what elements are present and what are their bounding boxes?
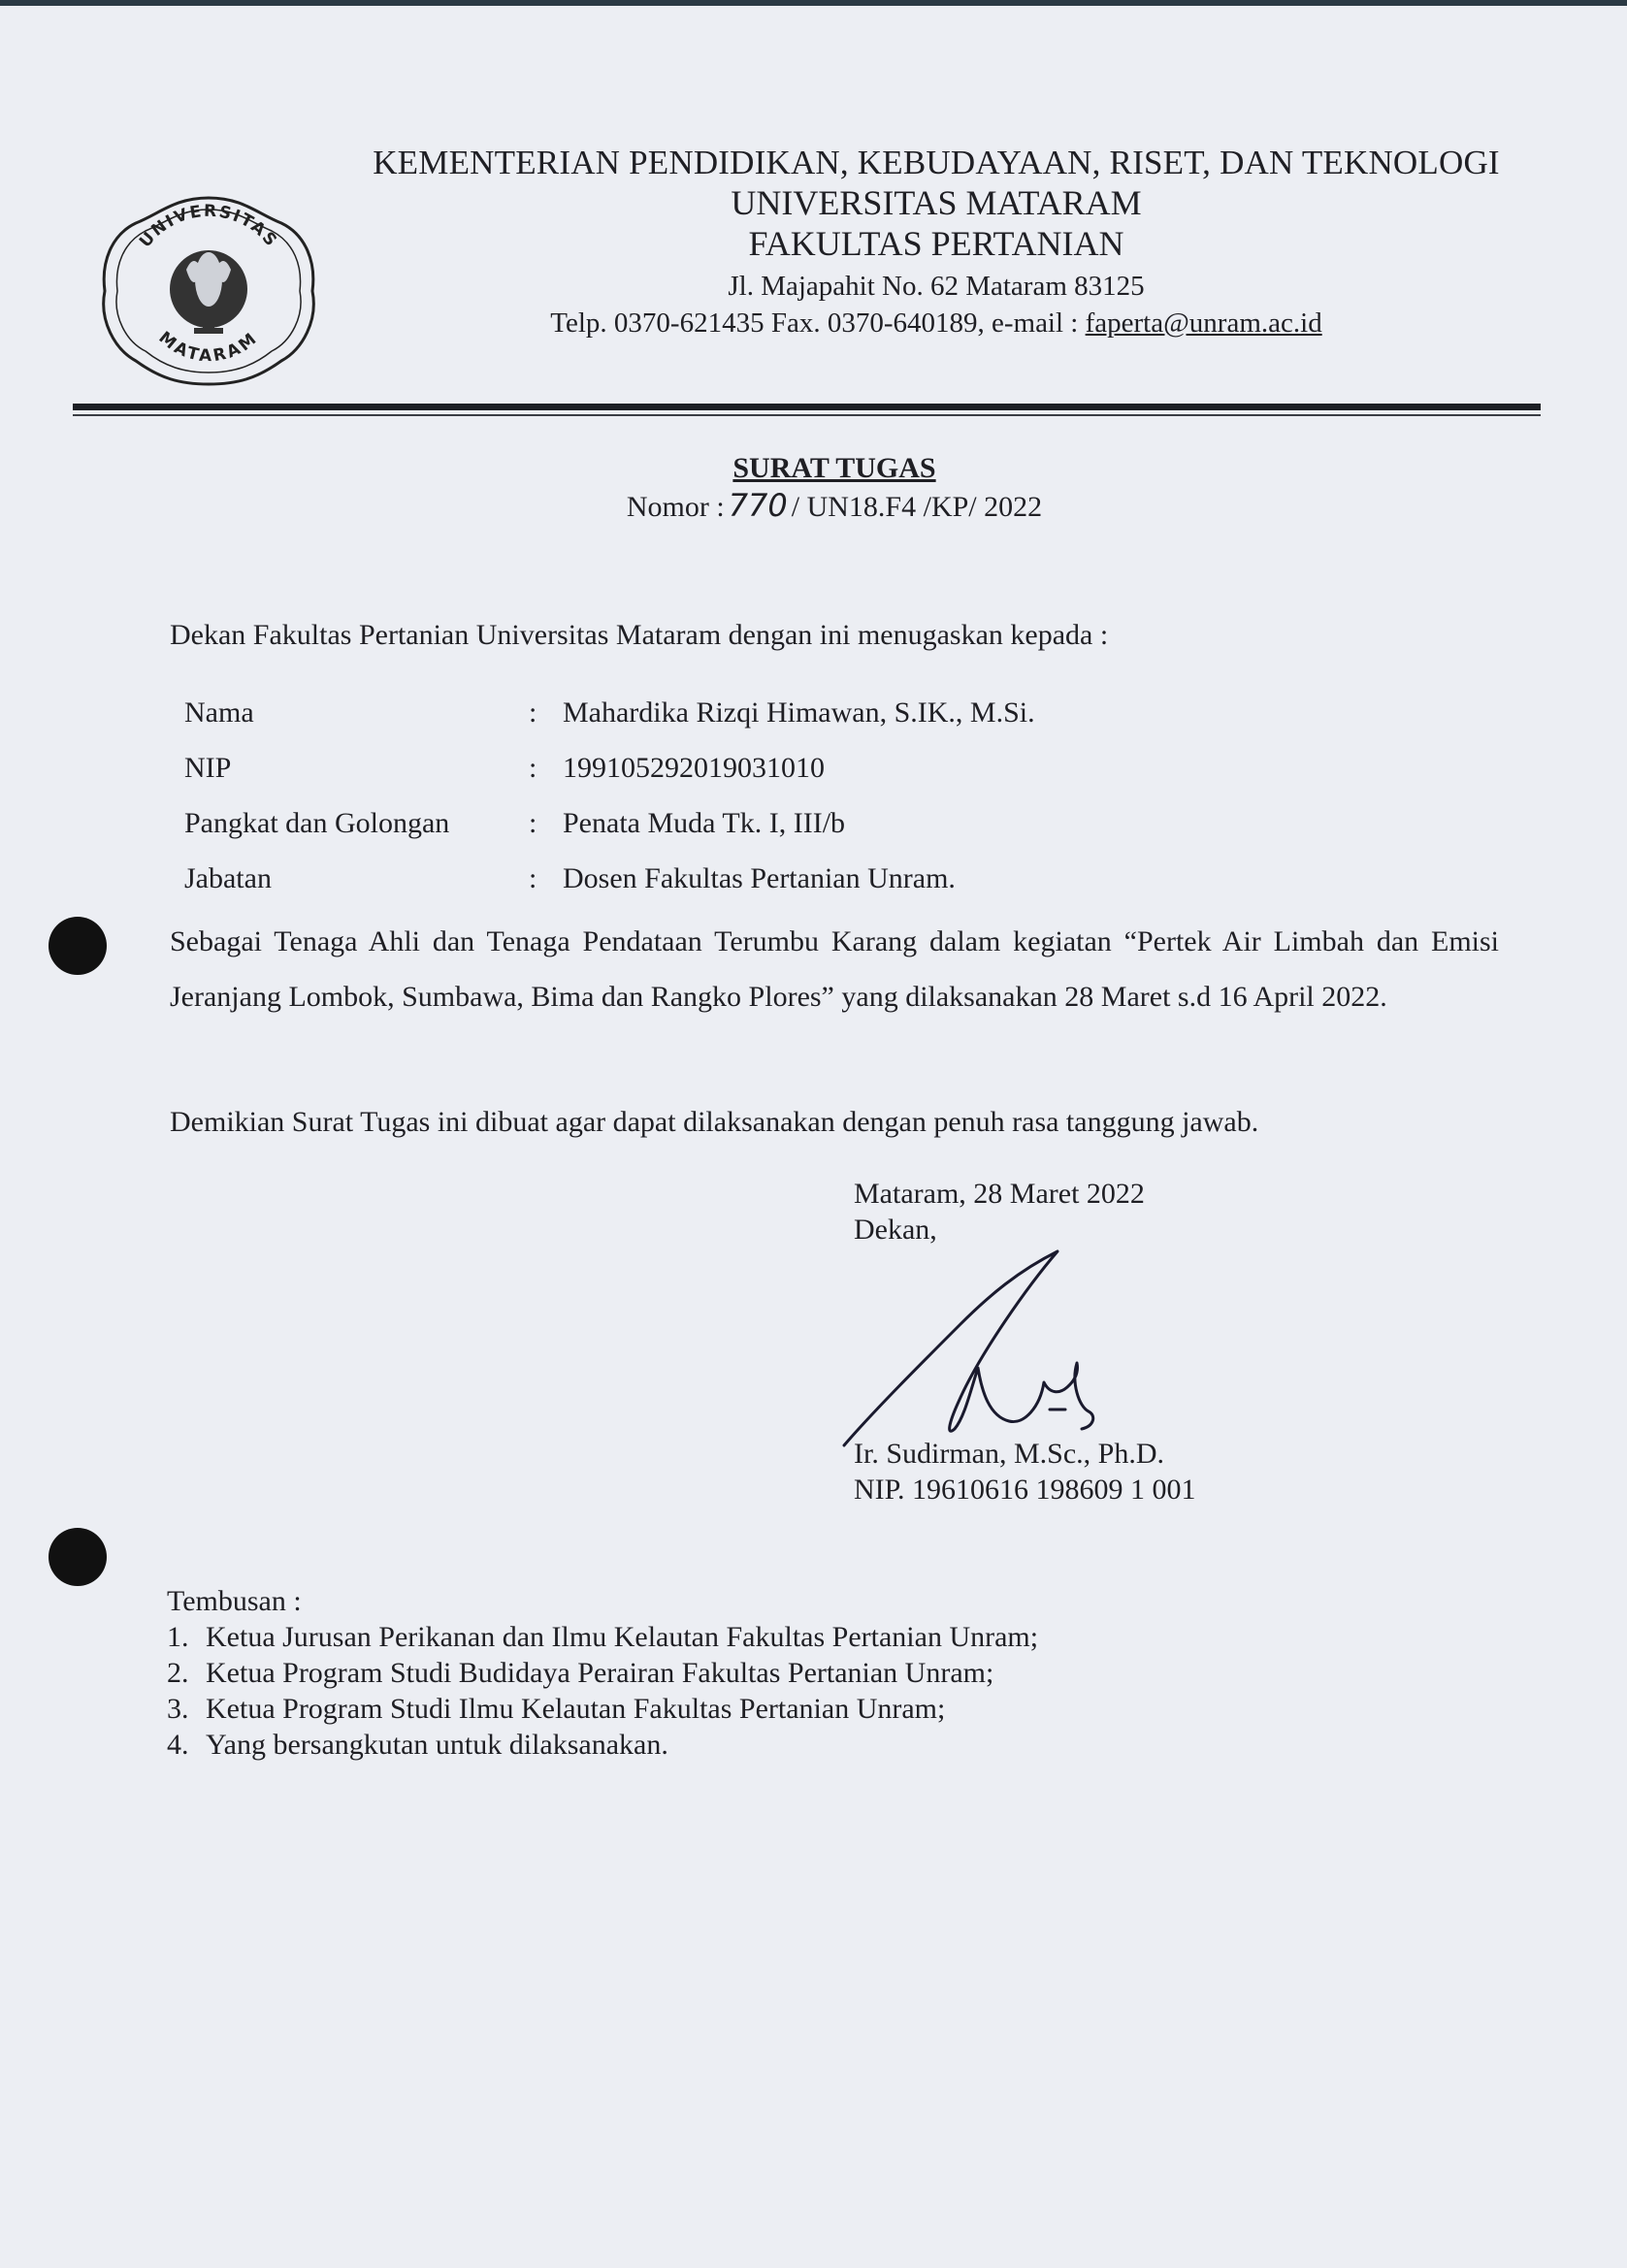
- signer-block: [854, 1436, 1196, 1507]
- svg-text:MATARAM: MATARAM: [154, 328, 263, 367]
- cc-text: Ketua Program Studi Ilmu Kelautan Fakultas Pertanian Unram;: [206, 1693, 946, 1725]
- letterhead: [320, 144, 1552, 341]
- contact-text: Telp. 0370-621435 Fax. 0370-640189, e-mail :: [550, 308, 1086, 339]
- cc-number: 1.: [167, 1621, 189, 1653]
- address: Jl. Majapahit No. 62 Mataram 83125: [728, 271, 1145, 302]
- field-row-rank: [184, 795, 1035, 851]
- cc-text: Ketua Jurusan Perikanan dan Ilmu Kelautan Fakultas Pertanian Unram;: [206, 1621, 1039, 1653]
- field-colon: :: [529, 696, 537, 729]
- signer-position: Dekan,: [854, 1214, 937, 1246]
- carbon-copy: [167, 1583, 1038, 1763]
- handwritten-signature: [834, 1247, 1155, 1460]
- assignee-details: [184, 685, 1035, 906]
- field-colon: :: [529, 751, 537, 784]
- field-label: Pangkat dan Golongan: [184, 806, 450, 839]
- field-row-position: [184, 851, 1035, 906]
- closing-statement: Demikian Surat Tugas ini dibuat agar dapat dilaksanakan dengan penuh rasa tanggung jawab.: [170, 1106, 1259, 1138]
- faculty-name: FAKULTAS PERTANIAN: [748, 224, 1124, 263]
- handwritten-number: 770: [728, 487, 788, 524]
- signature-header: [854, 1176, 1145, 1247]
- email-link[interactable]: faperta@unram.ac.id: [1085, 308, 1322, 339]
- document-heading: [0, 450, 1627, 526]
- document-number: [0, 487, 1627, 526]
- field-label: Jabatan: [184, 861, 272, 894]
- cc-item: [167, 1619, 1038, 1655]
- field-colon: :: [529, 806, 537, 839]
- field-colon: :: [529, 861, 537, 894]
- punch-hole-bottom: [49, 1528, 107, 1586]
- university-name: UNIVERSITAS MATARAM: [731, 183, 1142, 222]
- cc-heading: Tembusan :: [167, 1585, 302, 1617]
- cc-item: [167, 1691, 1038, 1727]
- number-suffix: / UN18.F4 /KP/ 2022: [791, 491, 1043, 523]
- cc-number: 3.: [167, 1693, 189, 1725]
- field-value: Penata Muda Tk. I, III/b: [563, 806, 846, 839]
- scan-top-edge: [0, 0, 1627, 6]
- signer-nip: NIP. 19610616 198609 1 001: [854, 1474, 1196, 1506]
- cc-item: [167, 1655, 1038, 1691]
- cc-item: [167, 1727, 1038, 1763]
- contact-line: [320, 305, 1552, 341]
- field-value: 199105292019031010: [563, 751, 825, 784]
- ministry-name: KEMENTERIAN PENDIDIKAN, KEBUDAYAAN, RISET, DAN TEKNOLOGI: [373, 144, 1500, 181]
- field-label: NIP: [184, 751, 232, 784]
- svg-text:UNIVERSITAS: UNIVERSITAS: [135, 201, 282, 252]
- intro-text: Dekan Fakultas Pertanian Universitas Mataram dengan ini menugaskan kepada :: [170, 619, 1109, 651]
- punch-hole-top: [49, 917, 107, 975]
- cc-number: 2.: [167, 1657, 189, 1689]
- field-value: Mahardika Rizqi Himawan, S.IK., M.Si.: [563, 696, 1035, 729]
- place-date: Mataram, 28 Maret 2022: [854, 1178, 1145, 1210]
- field-row-name: [184, 685, 1035, 740]
- letterhead-divider: [73, 404, 1541, 410]
- assignment-paragraph: Sebagai Tenaga Ahli dan Tenaga Pendataan Terumbu Karang dalam kegiatan “Pertek Air Limbah dan Emisi Jeranjang Lombok, Sumbawa, Bima dan Rangko Plores” yang dilaksanakan 28 Maret s.d 16 April 2022.: [170, 925, 1499, 1013]
- university-logo: [97, 194, 320, 388]
- field-label: Nama: [184, 696, 254, 729]
- field-row-nip: [184, 740, 1035, 795]
- number-prefix: Nomor :: [626, 491, 725, 523]
- cc-text: Yang bersangkutan untuk dilaksanakan.: [206, 1729, 668, 1761]
- document-title: SURAT TUGAS: [732, 452, 936, 484]
- cc-text: Ketua Program Studi Budidaya Perairan Fakultas Pertanian Unram;: [206, 1657, 994, 1689]
- signer-name: Ir. Sudirman, M.Sc., Ph.D.: [854, 1438, 1165, 1470]
- cc-number: 4.: [167, 1729, 189, 1761]
- field-value: Dosen Fakultas Pertanian Unram.: [563, 861, 956, 894]
- letterhead-divider-thin: [73, 414, 1541, 416]
